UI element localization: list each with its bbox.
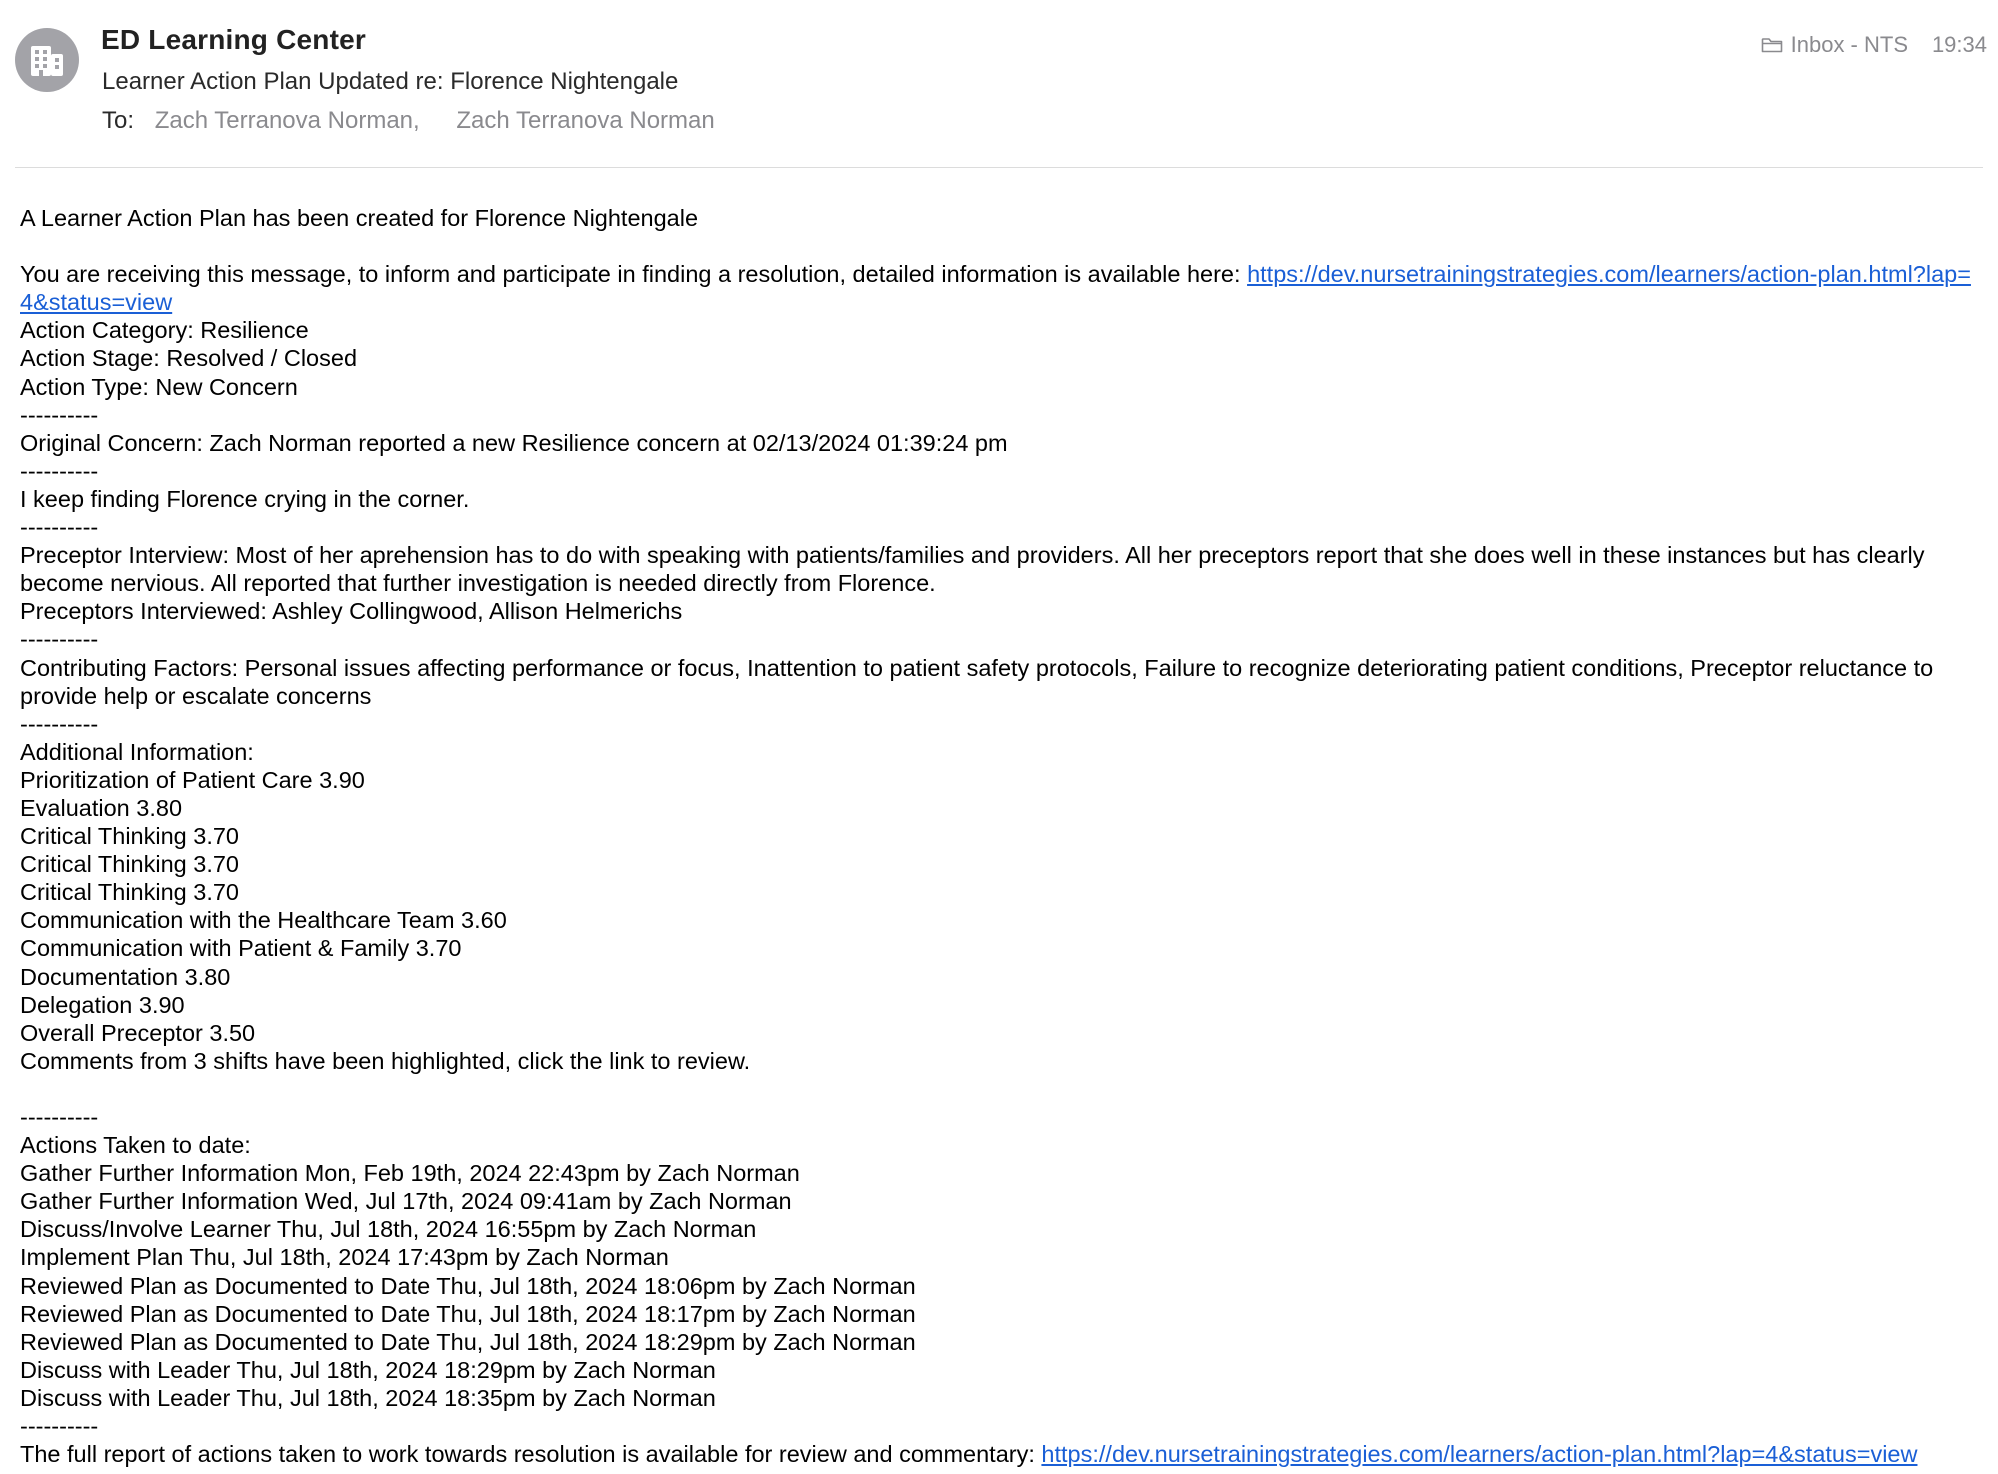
folder-icon (1761, 36, 1783, 54)
comments-note: Comments from 3 shifts have been highlighted, click the link to review. (20, 1047, 751, 1074)
intro-line: A Learner Action Plan has been created for Florence Nightengale (20, 205, 699, 231)
actions-label: Actions Taken to date: (20, 1132, 251, 1159)
score-line: Overall Preceptor 3.50 (20, 1019, 256, 1046)
action-type: Action Type: New Concern (20, 373, 298, 400)
action-entry: Gather Further Information Wed, Jul 17th, 2024 09:41am by Zach Norman (20, 1188, 792, 1215)
blank-line (20, 232, 1980, 260)
score-line: Evaluation 3.80 (20, 794, 183, 821)
action-stage: Action Stage: Resolved / Closed (20, 345, 358, 372)
action-entry: Gather Further Information Mon, Feb 19th, 2024 22:43pm by Zach Norman (20, 1160, 800, 1187)
original-concern: Original Concern: Zach Norman reported a new Resilience concern at 02/13/2024 01:39:24 pm (20, 429, 1008, 456)
to-label: To: (102, 107, 135, 134)
action-entry: Implement Plan Thu, Jul 18th, 2024 17:43pm by Zach Norman (20, 1244, 669, 1271)
separator: ---------- (20, 514, 99, 541)
separator: ---------- (20, 710, 99, 737)
action-entry: Reviewed Plan as Documented to Date Thu, Jul 18th, 2024 18:17pm by Zach Norman (20, 1300, 916, 1327)
mailbox-name: Inbox - NTS (1790, 32, 1908, 57)
preceptors-interviewed: Preceptors Interviewed: Ashley Collingwood, Allison Helmerichs (20, 598, 683, 625)
sender-name[interactable]: ED Learning Center (101, 24, 366, 55)
separator: ---------- (20, 1104, 99, 1130)
score-line: Critical Thinking 3.70 (20, 851, 240, 878)
separator: ---------- (20, 626, 99, 653)
score-line: Prioritization of Patient Care 3.90 (20, 766, 365, 793)
score-line: Critical Thinking 3.70 (20, 879, 240, 906)
action-entry: Discuss with Leader Thu, Jul 18th, 2024 18:35pm by Zach Norman (20, 1384, 716, 1411)
mailbox-label[interactable] (1761, 32, 1908, 58)
received-time: 19:34 (1931, 32, 1987, 57)
concern-text: I keep finding Florence crying in the corner. (20, 485, 470, 512)
email-subject: Learner Action Plan Updated re: Florence Nightengale (102, 68, 679, 95)
score-line: Communication with Patient & Family 3.70 (20, 935, 462, 962)
preceptor-interview: Preceptor Interview: Most of her aprehension has to do with speaking with patients/families and providers. All her preceptors report that she does well in these instances but has clearly become nervious. All reported that further investigation is needed directly from Florence. (20, 542, 1932, 597)
action-plan-link[interactable]: https://dev.nursetrainingstrategies.com/learners/action-plan.html?lap=4&status=view (20, 261, 1971, 316)
full-report-paragraph (20, 1440, 1980, 1468)
email-body (20, 204, 1980, 1468)
full-report-link[interactable]: https://dev.nursetrainingstrategies.com/learners/action-plan.html?lap=4&status=view (1041, 1441, 1918, 1468)
action-category: Action Category: Resilience (20, 317, 309, 344)
recipient-1[interactable]: Zach Terranova Norman, (154, 107, 420, 134)
blank-line (20, 1075, 1980, 1103)
receiving-paragraph (20, 260, 1980, 316)
action-entry: Discuss with Leader Thu, Jul 18th, 2024 18:29pm by Zach Norman (20, 1356, 716, 1383)
recipient-2[interactable]: Zach Terranova Norman (456, 107, 715, 134)
full-report-text: The full report of actions taken to work towards resolution is available for review and commentary: (20, 1441, 1042, 1468)
score-line: Documentation 3.80 (20, 963, 231, 990)
building-icon (29, 42, 65, 78)
contributing-factors: Contributing Factors: Personal issues affecting performance or focus, Inattention to patient safety protocols, Failure to recognize deteriorating patient conditions, Preceptor reluctance to provide help or escalate concerns (20, 654, 1940, 709)
email-header (0, 0, 1998, 168)
receiving-text: You are receiving this message, to inform and participate in finding a resolution, detailed information is available here: (20, 261, 1248, 288)
separator: ---------- (20, 401, 99, 428)
sender-avatar[interactable] (15, 28, 79, 92)
separator: ---------- (20, 457, 99, 484)
additional-info-label: Additional Information: (20, 738, 254, 765)
score-line: Communication with the Healthcare Team 3.60 (20, 907, 507, 934)
action-entry: Reviewed Plan as Documented to Date Thu, Jul 18th, 2024 18:06pm by Zach Norman (20, 1272, 916, 1299)
action-entry: Reviewed Plan as Documented to Date Thu, Jul 18th, 2024 18:29pm by Zach Norman (20, 1328, 916, 1355)
action-entry: Discuss/Involve Learner Thu, Jul 18th, 2024 16:55pm by Zach Norman (20, 1216, 757, 1243)
score-line: Critical Thinking 3.70 (20, 823, 240, 850)
header-divider (15, 167, 1983, 168)
separator: ---------- (20, 1413, 99, 1440)
recipients-row (102, 107, 715, 135)
score-line: Delegation 3.90 (20, 991, 185, 1018)
